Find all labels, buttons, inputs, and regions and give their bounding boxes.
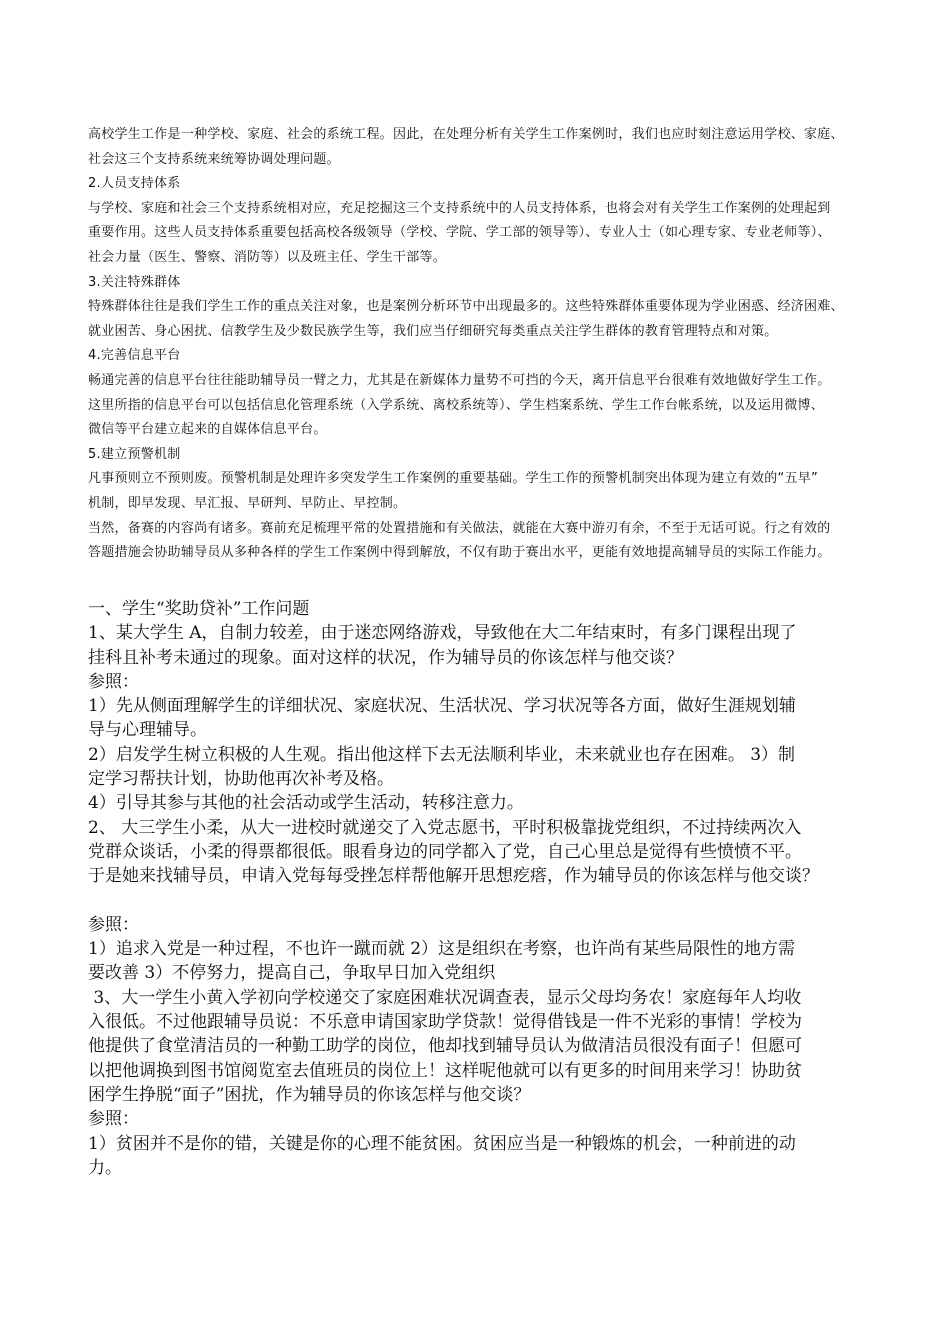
answer-line: 1）追求入党是一种过程，不也许一蹴而就 2）这是组织在考察，也许尚有某些局限性的地方需	[88, 939, 796, 960]
reference-label: 参照：	[88, 671, 139, 692]
case-text-line: 2、 大三学生小柔，从大一进校时就递交了入党志愿书，平时积极靠拢党组织，不过持续两次入	[88, 817, 802, 838]
case-text-line: 以把他调换到图书馆阅览室去值班员的岗位上！这样呢他就可以有更多的时间用来学习！协助贫	[88, 1060, 802, 1081]
paragraph-line: 畅通完善的信息平台往往能助辅导员一臂之力，尤其是在新媒体力量势不可挡的今天，离开信息平台很难有效地做好学生工作。	[88, 372, 831, 388]
answer-line: 1）贫困并不是你的错，关键是你的心理不能贫困。贫困应当是一种锻炼的机会，一种前进的动	[88, 1133, 796, 1154]
paragraph-line: 高校学生工作是一种学校、家庭、社会的系统工程。因此，在处理分析有关学生工作案例时，我们也应时刻注意运用学校、家庭、	[88, 127, 844, 142]
section-title: 一、学生“奖助贷补”工作问题	[88, 599, 310, 619]
paragraph-line: 重要作用。这些人员支持体系重要包括高校各级领导（学校、学院、学工部的领导等）、专业人士（如心理专家、专业老师等）、	[88, 225, 831, 241]
paragraph-line: 机制，即早发现、早汇报、早研判、早防止、早控制。	[88, 495, 407, 511]
answer-line: 导与心理辅导。	[88, 720, 207, 741]
paragraph-line: 这里所指的信息平台可以包括信息化管理系统（入学系统、离校系统等）、学生档案系统、学生工作台帐系统，以及运用微博、	[88, 397, 825, 413]
answer-line: 力。	[88, 1157, 122, 1178]
case-text-line: 挂科且补考未通过的现象。面对这样的状况，作为辅导员的你该怎样与他交谈？	[88, 647, 683, 668]
case-text-line: 入很低。不过他跟辅导员说：不乐意申请国家助学贷款！觉得借钱是一件不光彩的事情！学校为	[88, 1012, 802, 1033]
case-text-line: 1、某大学生 A，自制力较差，由于迷恋网络游戏，导致他在大二年结束时，有多门课程出现了	[88, 623, 797, 644]
paragraph-line: 就业困苦、身心困扰、信教学生及少数民族学生等，我们应当仔细研究每类重点关注学生群体的教育管理特点和对策。	[88, 323, 778, 339]
case-text-line: 3、大一学生小黄入学初向学校递交了家庭困难状况调查表，显示父母均务农！家庭每年人均收	[88, 987, 802, 1008]
paragraph-line: 当然，备赛的内容尚有诸多。赛前充足梳理平常的处置措施和有关做法，就能在大赛中游刃有余，不至于无话可说。行之有效的	[88, 520, 831, 536]
case-text-line: 党群众谈话，小柔的得票都很低。眼看身边的同学都入了党，自己心里总是觉得有些愤愤不平。	[88, 841, 802, 862]
heading-warning-mechanism: 5.建立预警机制	[88, 446, 181, 462]
paragraph-line: 答题措施会协助辅导员从多种各样的学生工作案例中得到解放，不仅有助于赛出水平，更能有效地提高辅导员的实际工作能力。	[88, 545, 831, 561]
paragraph-line: 社会力量（医生、警察、消防等）以及班主任、学生干部等。	[88, 249, 447, 265]
answer-line: 定学习帮扶计划，协助他再次补考及格。	[88, 769, 394, 790]
section-support-systems	[88, 123, 908, 566]
heading-special-groups: 3.关注特殊群体	[88, 274, 181, 290]
paragraph-line: 社会这三个支持系统来统筹协调处理问题。	[88, 151, 340, 167]
case-text-line: 他提供了食堂清洁员的一种勤工助学的岗位，他却找到辅导员认为做清洁员很没有面子！但愿可	[88, 1036, 802, 1057]
answer-line: 1）先从侧面理解学生的详细状况、家庭状况、生活状况、学习状况等各方面，做好生涯规划辅	[88, 696, 796, 717]
section-student-aid-cases	[88, 597, 910, 1180]
blank-line	[88, 889, 910, 913]
heading-info-platform: 4.完善信息平台	[88, 348, 181, 364]
paragraph-line: 凡事预则立不预则废。预警机制是处理许多突发学生工作案例的重要基础。学生工作的预警机制突出体现为建立有效的“五早”	[88, 471, 819, 487]
heading-personnel-support: 2.人员支持体系	[88, 176, 181, 192]
answer-line: 4）引导其参与其他的社会活动或学生活动，转移注意力。	[88, 793, 524, 814]
answer-line: 要改善 3）不停努力，提高自己，争取早日加入党组织	[88, 963, 496, 984]
case-text-line: 困学生挣脱“面子”困扰，作为辅导员的你该怎样与他交谈？	[88, 1084, 531, 1105]
reference-label: 参照：	[88, 1109, 139, 1130]
answer-line: 2）启发学生树立积极的人生观。指出他这样下去无法顺利毕业，未来就业也存在困难。 3）制	[88, 744, 796, 765]
paragraph-line: 与学校、家庭和社会三个支持系统相对应，充足挖掘这三个支持系统中的人员支持体系，也将会对有关学生工作案例的处理起到	[88, 200, 831, 216]
reference-label: 参照：	[88, 914, 139, 935]
paragraph-line: 微信等平台建立起来的自媒体信息平台。	[88, 422, 327, 438]
paragraph-line: 特殊群体往往是我们学生工作的重点关注对象，也是案例分析环节中出现最多的。这些特殊群体重要体现为学业困惑、经济困难、	[88, 299, 844, 315]
case-text-line: 于是她来找辅导员，申请入党每每受挫怎样帮他解开思想疙瘩，作为辅导员的你该怎样与他交谈？	[88, 866, 819, 887]
